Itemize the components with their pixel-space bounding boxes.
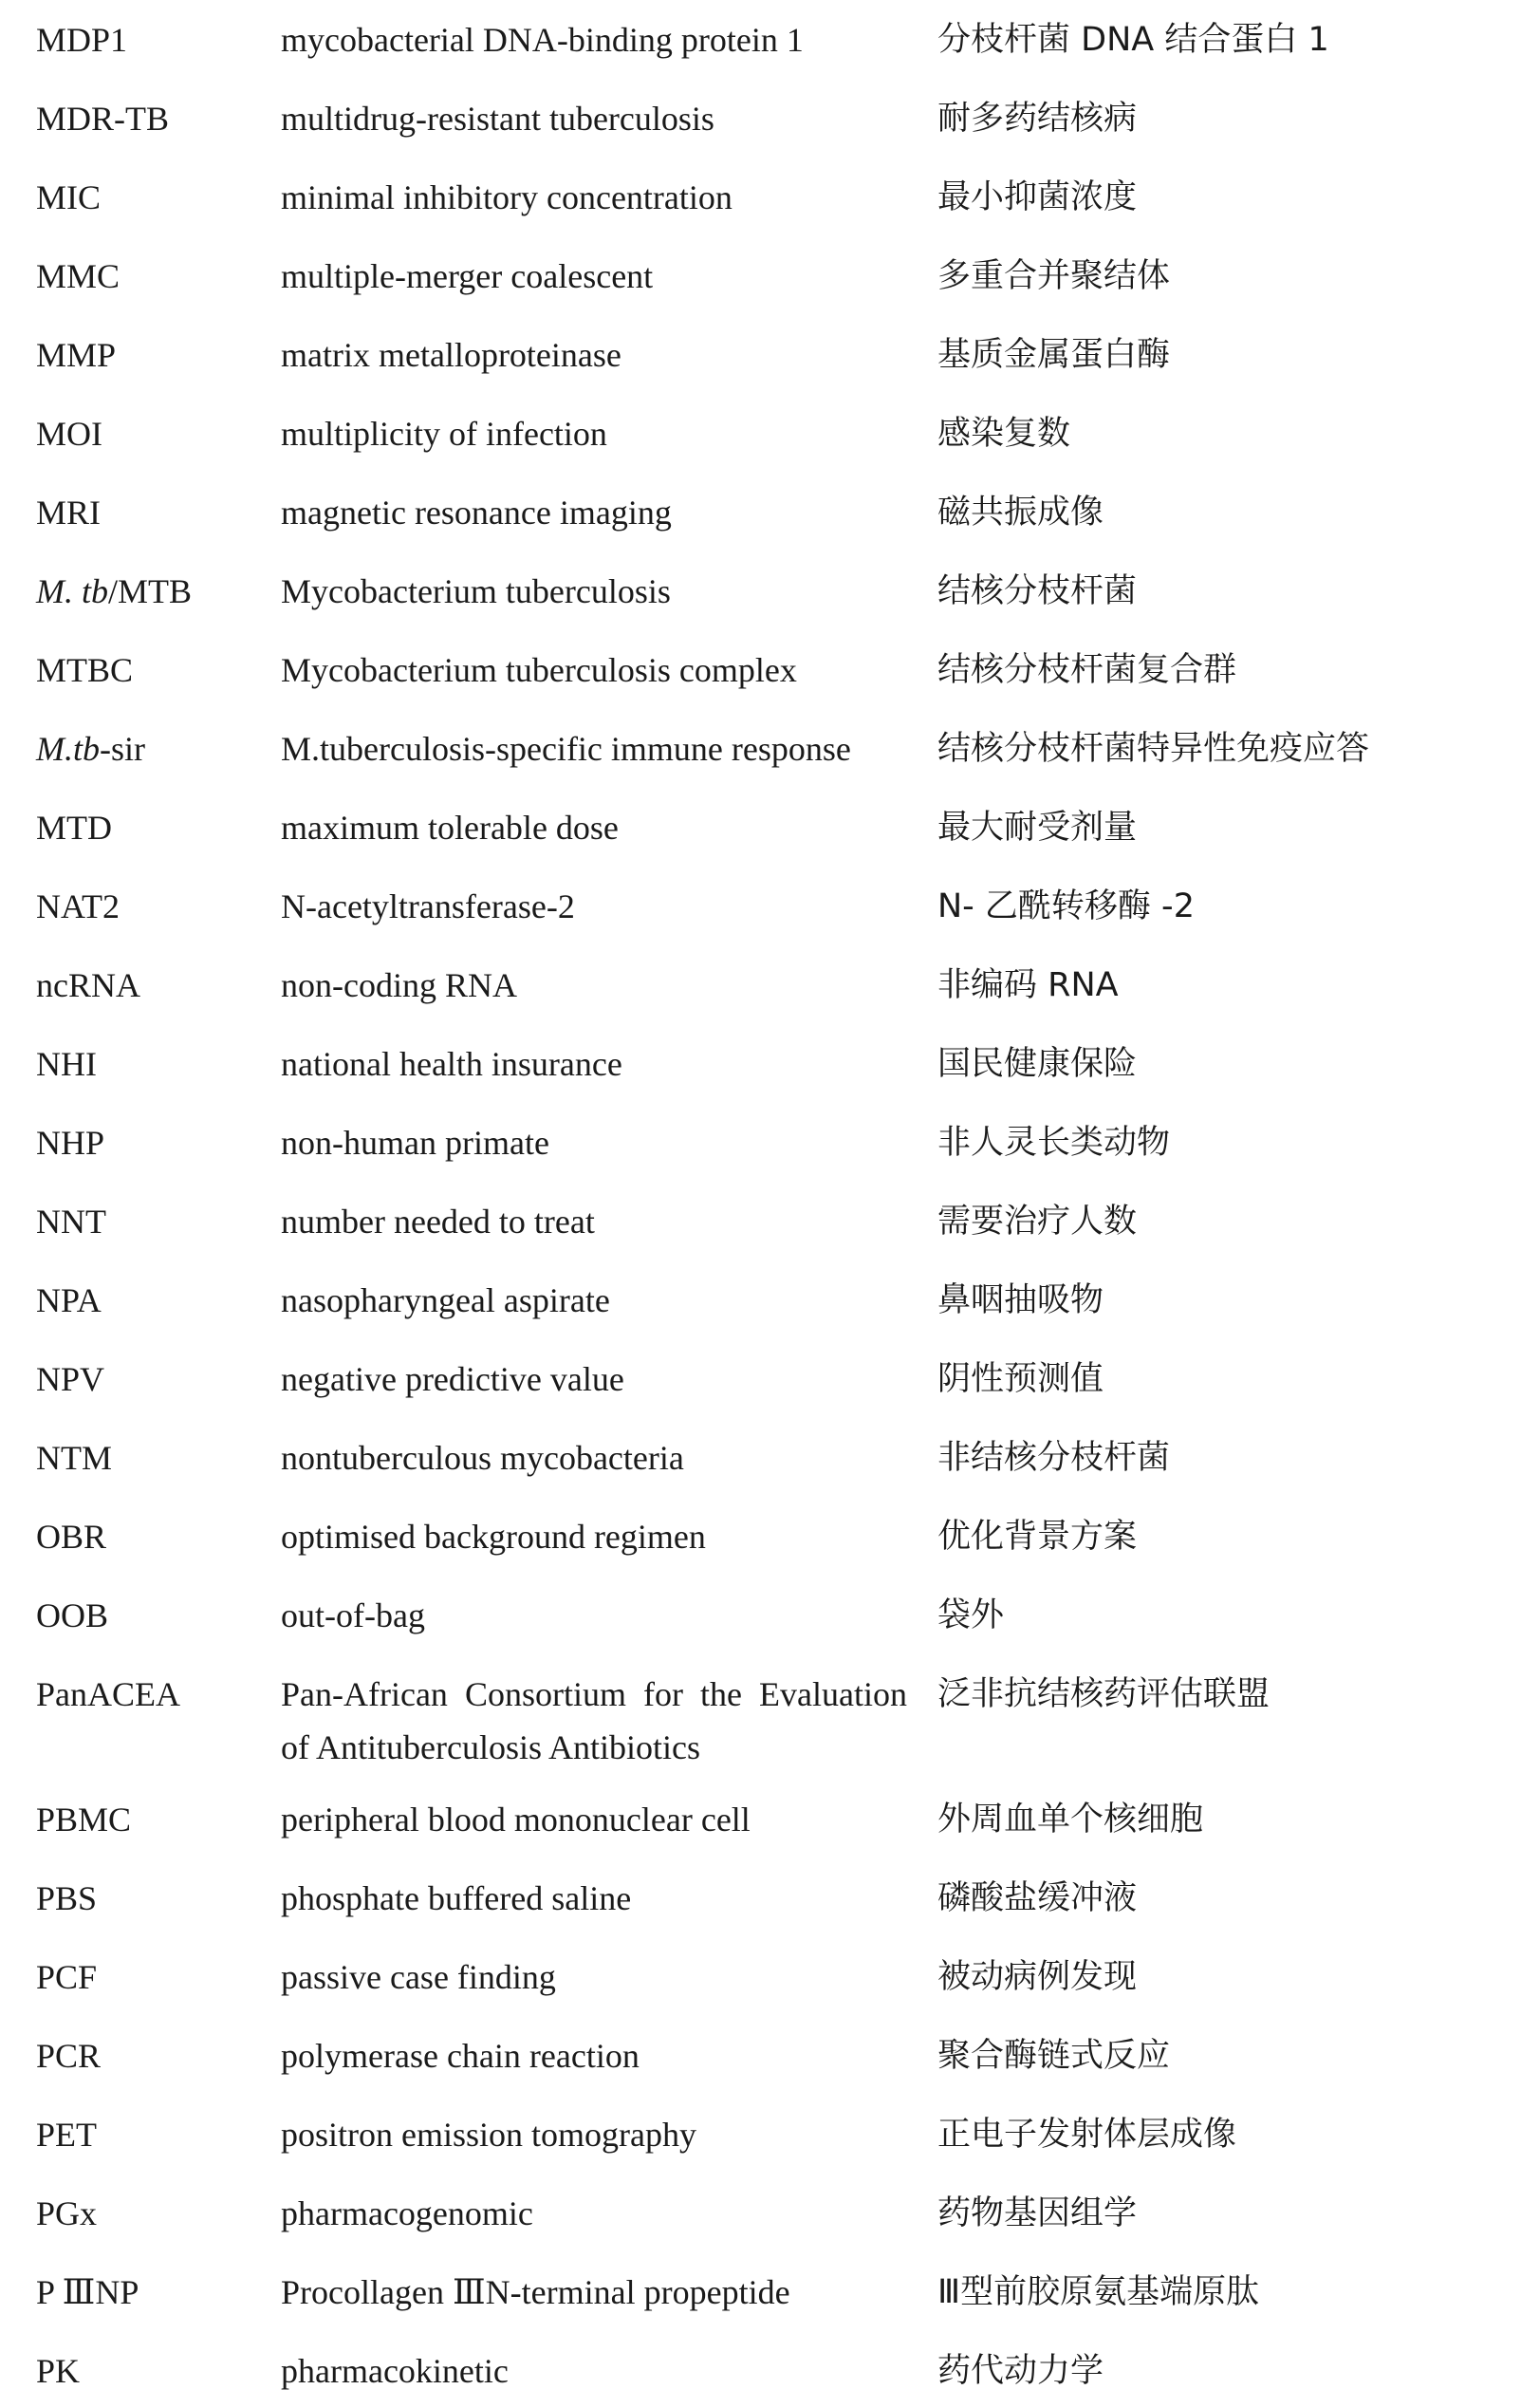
abbreviation: PK	[36, 2352, 81, 2390]
english-term: non-coding RNA	[281, 966, 517, 1004]
chinese-term: 被动病例发现	[937, 1958, 1138, 1996]
english-term: passive case finding	[281, 1958, 556, 1996]
abbreviation: NPV	[36, 1360, 105, 1398]
english-term: phosphate buffered saline	[281, 1879, 632, 1917]
abbreviation: NNT	[36, 1203, 106, 1241]
chinese-term: 非编码 RNA	[937, 966, 1119, 1004]
abbreviation: MTBC	[36, 651, 134, 689]
chinese-term: N- 乙酰转移酶 -2	[937, 887, 1195, 925]
english-term: nasopharyngeal aspirate	[281, 1281, 610, 1319]
chinese-term: 袋外	[937, 1596, 1005, 1634]
english-term: Procollagen ⅢN-terminal propeptide	[281, 2273, 790, 2311]
chinese-term: 优化背景方案	[937, 1518, 1138, 1556]
abbreviation: MMC	[36, 257, 121, 295]
chinese-term: 分枝杆菌 DNA 结合蛋白 1	[937, 21, 1329, 59]
english-term: pharmacogenomic	[281, 2194, 533, 2232]
english-term: national health insurance	[281, 1045, 622, 1083]
abbreviation: PET	[36, 2116, 98, 2154]
english-term: Mycobacterium tuberculosis complex	[281, 651, 797, 689]
abbreviation: MIC	[36, 178, 102, 216]
english-term: multidrug-resistant tuberculosis	[281, 100, 714, 138]
chinese-term: 结核分枝杆菌	[937, 572, 1138, 610]
abbreviation: PCF	[36, 1958, 98, 1996]
chinese-term: 非人灵长类动物	[937, 1124, 1171, 1162]
chinese-term: 结核分枝杆菌特异性免疫应答	[937, 730, 1370, 768]
english-term: negative predictive value	[281, 1360, 624, 1398]
abbreviation: P ⅢNP	[36, 2273, 139, 2311]
chinese-term: 需要治疗人数	[937, 1203, 1138, 1241]
abbreviation: MRI	[36, 494, 102, 532]
chinese-term: 多重合并聚结体	[937, 257, 1171, 295]
abbreviation-rest: /MTB	[108, 572, 193, 610]
abbreviation	[36, 722, 145, 775]
chinese-term: 阴性预测值	[937, 1360, 1104, 1398]
english-term: minimal inhibitory concentration	[281, 178, 733, 216]
english-term: maximum tolerable dose	[281, 809, 619, 847]
chinese-term: 结核分枝杆菌复合群	[937, 651, 1237, 689]
chinese-term: Ⅲ型前胶原氨基端原肽	[937, 2273, 1260, 2311]
chinese-term: 国民健康保险	[937, 1045, 1138, 1083]
chinese-term: 磁共振成像	[937, 494, 1104, 532]
english-term: number needed to treat	[281, 1203, 595, 1241]
chinese-term: 磷酸盐缓冲液	[937, 1879, 1138, 1917]
abbreviation-italic-part: M.tb	[36, 730, 100, 768]
english-term: pharmacokinetic	[281, 2352, 509, 2390]
abbreviation: PGx	[36, 2194, 98, 2232]
chinese-term: 鼻咽抽吸物	[937, 1281, 1104, 1319]
abbreviation: ncRNA	[36, 966, 140, 1004]
chinese-term: 最小抑菌浓度	[937, 178, 1138, 216]
english-term: Pan-African Consortium for the Evaluation of Antituberculosis Antibiotics	[281, 1675, 907, 1766]
abbreviation: PanACEA	[36, 1675, 180, 1713]
english-term: multiple-merger coalescent	[281, 257, 654, 295]
abbreviation: NHP	[36, 1124, 105, 1162]
english-term: magnetic resonance imaging	[281, 494, 672, 532]
chinese-term: 最大耐受剂量	[937, 809, 1138, 847]
chinese-term: 药代动力学	[937, 2352, 1104, 2390]
chinese-term: 非结核分枝杆菌	[937, 1439, 1171, 1477]
abbreviation: MMP	[36, 336, 117, 374]
abbreviation: PBMC	[36, 1801, 132, 1839]
english-term: non-human primate	[281, 1124, 549, 1162]
chinese-term: 药物基因组学	[937, 2194, 1138, 2232]
abbreviation: OBR	[36, 1518, 107, 1556]
english-term: multiplicity of infection	[281, 415, 607, 453]
abbreviation-italic-part: M. tb	[36, 572, 108, 610]
chinese-term: 聚合酶链式反应	[937, 2037, 1171, 2075]
abbreviation: NHI	[36, 1045, 97, 1083]
english-term: peripheral blood mononuclear cell	[281, 1801, 751, 1839]
abbreviation: NAT2	[36, 887, 120, 925]
abbreviation: PCR	[36, 2037, 102, 2075]
english-term: Mycobacterium tuberculosis	[281, 572, 671, 610]
abbreviation: NPA	[36, 1281, 102, 1319]
english-term: optimised background regimen	[281, 1518, 706, 1556]
abbreviation-rest: -sir	[100, 730, 145, 768]
chinese-term: 外周血单个核细胞	[937, 1801, 1204, 1839]
english-term: positron emission tomography	[281, 2116, 696, 2154]
english-term: polymerase chain reaction	[281, 2037, 640, 2075]
chinese-term: 耐多药结核病	[937, 100, 1138, 138]
abbreviation: PBS	[36, 1879, 98, 1917]
abbreviation	[36, 565, 192, 618]
abbreviation: OOB	[36, 1596, 109, 1634]
english-term: matrix metalloproteinase	[281, 336, 621, 374]
abbreviation: MDP1	[36, 21, 128, 59]
english-term: M.tuberculosis-specific immune response	[281, 730, 851, 768]
abbreviation: NTM	[36, 1439, 112, 1477]
abbreviation: MOI	[36, 415, 102, 453]
abbreviation: MTD	[36, 809, 112, 847]
chinese-term: 感染复数	[937, 415, 1071, 453]
english-term: N-acetyltransferase-2	[281, 887, 575, 925]
chinese-term: 基质金属蛋白酶	[937, 336, 1171, 374]
english-term: out-of-bag	[281, 1596, 425, 1634]
english-term: nontuberculous mycobacteria	[281, 1439, 684, 1477]
chinese-term: 泛非抗结核药评估联盟	[937, 1675, 1271, 1713]
chinese-term: 正电子发射体层成像	[937, 2116, 1237, 2154]
english-term: mycobacterial DNA-binding protein 1	[281, 21, 804, 59]
abbreviation: MDR-TB	[36, 100, 170, 138]
